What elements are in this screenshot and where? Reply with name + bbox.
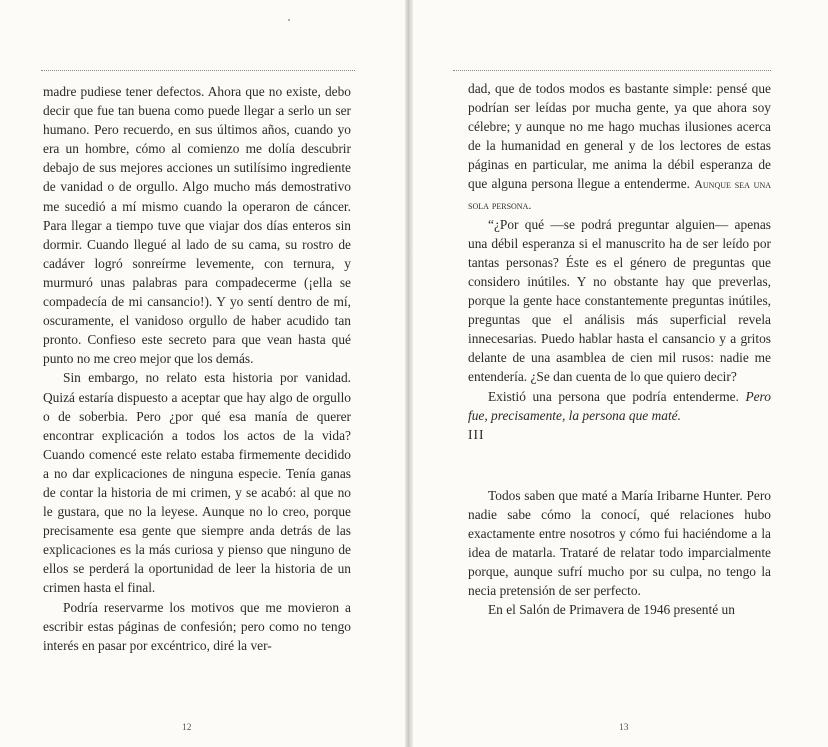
left-page	[0, 0, 405, 747]
paragraph: “¿Por qué —se podrá preguntar alguien— apenas una débil esperanza si el manuscrito ha de ser leído por tantas personas? Éste es el género de preguntas que considero inútiles. Y no obstante hay que preverlas, porque la gente hace constantemente preguntas inútiles, preguntas que el análisis más superficial revela innecesarias. Puedo hablar hasta el cansancio y a gritos delante de una asamblea de cien mil rusos: nadie me entendería. ¿Se dan cuenta de lo que quiero decir?	[468, 216, 771, 385]
paragraph: madre pudiese tener defectos. Ahora que no existe, debo decir que fue tan buena como puede llegar a serlo un ser humano. Pero recuerdo, en sus últimos años, cuando yo era un hombre, cómo al comienzo me dolía descubrir debajo de sus mejores acciones un sutilísimo ingrediente de vanidad o de orgullo. Algo mucho más demostrativo me sucedió a mí mismo cuando la operaron de cáncer. Para llegar a tiempo tuve que viajar dos días enteros sin dormir. Cuando llegué al lado de su cama, su rostro de cadáver logró sonreírme levemente, con ternura, y murmuró unas palabras para compadecerme (¡ella se compadecía de mi cansancio!). Y yo sentí dentro de mí, oscuramente, el vanidoso orgullo de haber acudido tan pronto. Confieso este secreto para que vean hasta qué punto no me creo mejor que los demás.	[43, 84, 351, 367]
header-rule	[453, 70, 771, 71]
paragraph: Sin embargo, no relato esta historia por vanidad. Quizá estaría dispuesto a aceptar que hay algo de orgullo o de soberbia. Pero ¿por qué esa manía de querer encontrar explicación a todos los actos de la vida? Cuando comencé este relato estaba firmemente decidido a no dar explicaciones de ninguna especie. Tenía ganas de contar la historia de mi crimen, y se acabó: al que no le gustara, que no la leyese. Aunque no lo creo, porque precisamente esa gente que siempre anda detrás de las explicaciones es la más curiosa y pienso que ninguno de ellos se perderá la oportunidad de leer la historia de un crimen hasta el final.	[43, 370, 351, 596]
right-page	[413, 0, 828, 747]
left-page-text	[43, 82, 351, 655]
header-rule	[41, 70, 355, 71]
chapter-heading: III	[468, 426, 485, 442]
paragraph-text: dad, que de todos modos es bastante simple: pensé que podrían ser leídas por mucha gente, ya que ahora soy célebre; y aunque no me hago muchas ilusiones acerca de la humanidad en general y de los lectores de estas páginas en particular, me anima la débil esperanza de que alguna persona llegue a entenderme.	[468, 81, 771, 192]
right-page-text	[468, 79, 771, 619]
page-number: 13	[619, 723, 629, 733]
book-gutter	[405, 0, 413, 747]
paragraph-text: Existió una persona que podría entenderme.	[488, 388, 739, 404]
page-number: 12	[182, 723, 192, 733]
paragraph: Podría reservarme los motivos que me movieron a escribir estas páginas de confesión; pero como no tengo interés en pasar por excéntrico, diré la ver-	[43, 599, 351, 653]
small-caps-text: Aunque sea una sola persona.	[468, 177, 772, 212]
page-speck	[288, 19, 290, 21]
paragraph	[468, 387, 771, 425]
paragraph: Todos saben que maté a María Iribarne Hunter. Pero nadie sabe cómo la conocí, qué relaciones hubo exactamente entre nosotros y cómo fui haciéndome a la idea de matarla. Trataré de relatar todo imparcialmente porque, aunque sufrí mucho por su culpa, no tengo la necia pretensión de ser perfecto.	[468, 487, 771, 599]
italic-text: Pero fue, precisamente, la persona que maté.	[468, 388, 771, 423]
paragraph	[468, 79, 771, 215]
paragraph: En el Salón de Primavera de 1946 presenté un	[488, 602, 735, 618]
